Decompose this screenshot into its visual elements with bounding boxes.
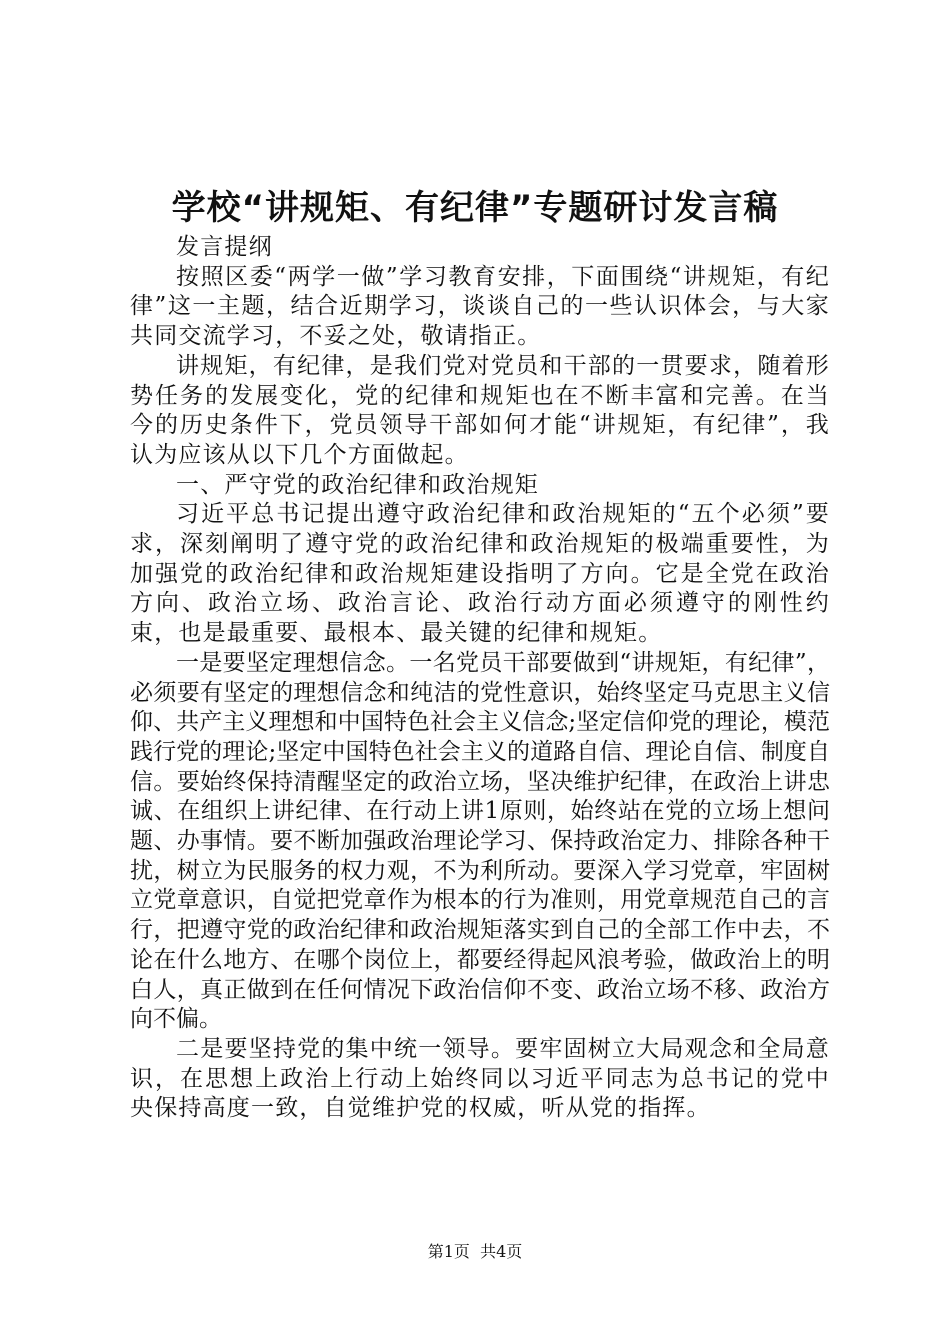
paragraph-background: 讲规矩，有纪律，是我们党对党员和干部的一贯要求，随着形势任务的发展变化，党的纪律和规矩也在不断丰富和完善。在当今的历史条件下，党员领导干部如何才能“讲规矩，有纪律”，我认为应该从以下几个方面做起。 [130, 352, 830, 468]
paragraph-outline-heading: 发言提纲 [176, 234, 273, 260]
section-heading-1: 一、严守党的政治纪律和政治规矩 [176, 471, 539, 498]
page-number-footer: 第1页 共4页 [427, 1242, 523, 1261]
paragraph-point-one: 一是要坚定理想信念。一名党员干部要做到“讲规矩，有纪律”，必须要有坚定的理想信念和纯洁的党性意识，始终坚定马克思主义信仰、共产主义理想和中国特色社会主义信念;坚定信仰党的理论，模范践行党的理论;坚定中国特色社会主义的道路自信、理论自信、制度自信。要始终保持清醒坚定的政治立场，坚决维护纪律，在政治上讲忠诚、在组织上讲纪律、在行动上讲1原则，始终站在党的立场上想问题、办事情。要不断加强政治理论学习、保持政治定力、排除各种干扰，树立为民服务的权力观，不为利所动。要深入学习党章，牢固树立党章意识，自觉把党章作为根本的行为准则，用党章规范自己的言行，把遵守党的政治纪律和政治规矩落实到自己的全部工作中去，不论在什么地方、在哪个岗位上，都要经得起风浪考验，做政治上的明白人，真正做到在任何情况下政治信仰不变、政治立场不移、政治方向不偏。 [130, 649, 830, 1033]
document-body [130, 233, 830, 1124]
paragraph-five-musts: 习近平总书记提出遵守政治纪律和政治规矩的“五个必须”要求，深刻阐明了遵守党的政治纪律和政治规矩的极端重要性，为加强党的政治纪律和政治规矩建设指明了方向。它是全党在政治方向、政治立场、政治言论、政治行动方面必须遵守的刚性约束，也是最重要、最根本、最关键的纪律和规矩。 [130, 501, 830, 647]
paragraph-point-two: 二是要坚持党的集中统一领导。要牢固树立大局观念和全局意识，在思想上政治上行动上始终同以习近平同志为总书记的党中央保持高度一致，自觉维护党的权威，听从党的指挥。 [130, 1035, 830, 1122]
paragraph-intro: 按照区委“两学一做”学习教育安排，下面围绕“讲规矩，有纪律”这一主题，结合近期学习，谈谈自己的一些认识体会，与大家共同交流学习，不妥之处，敬请指正。 [130, 263, 830, 350]
document-title: 学校“讲规矩、有纪律”专题研讨发言稿 [171, 188, 779, 228]
